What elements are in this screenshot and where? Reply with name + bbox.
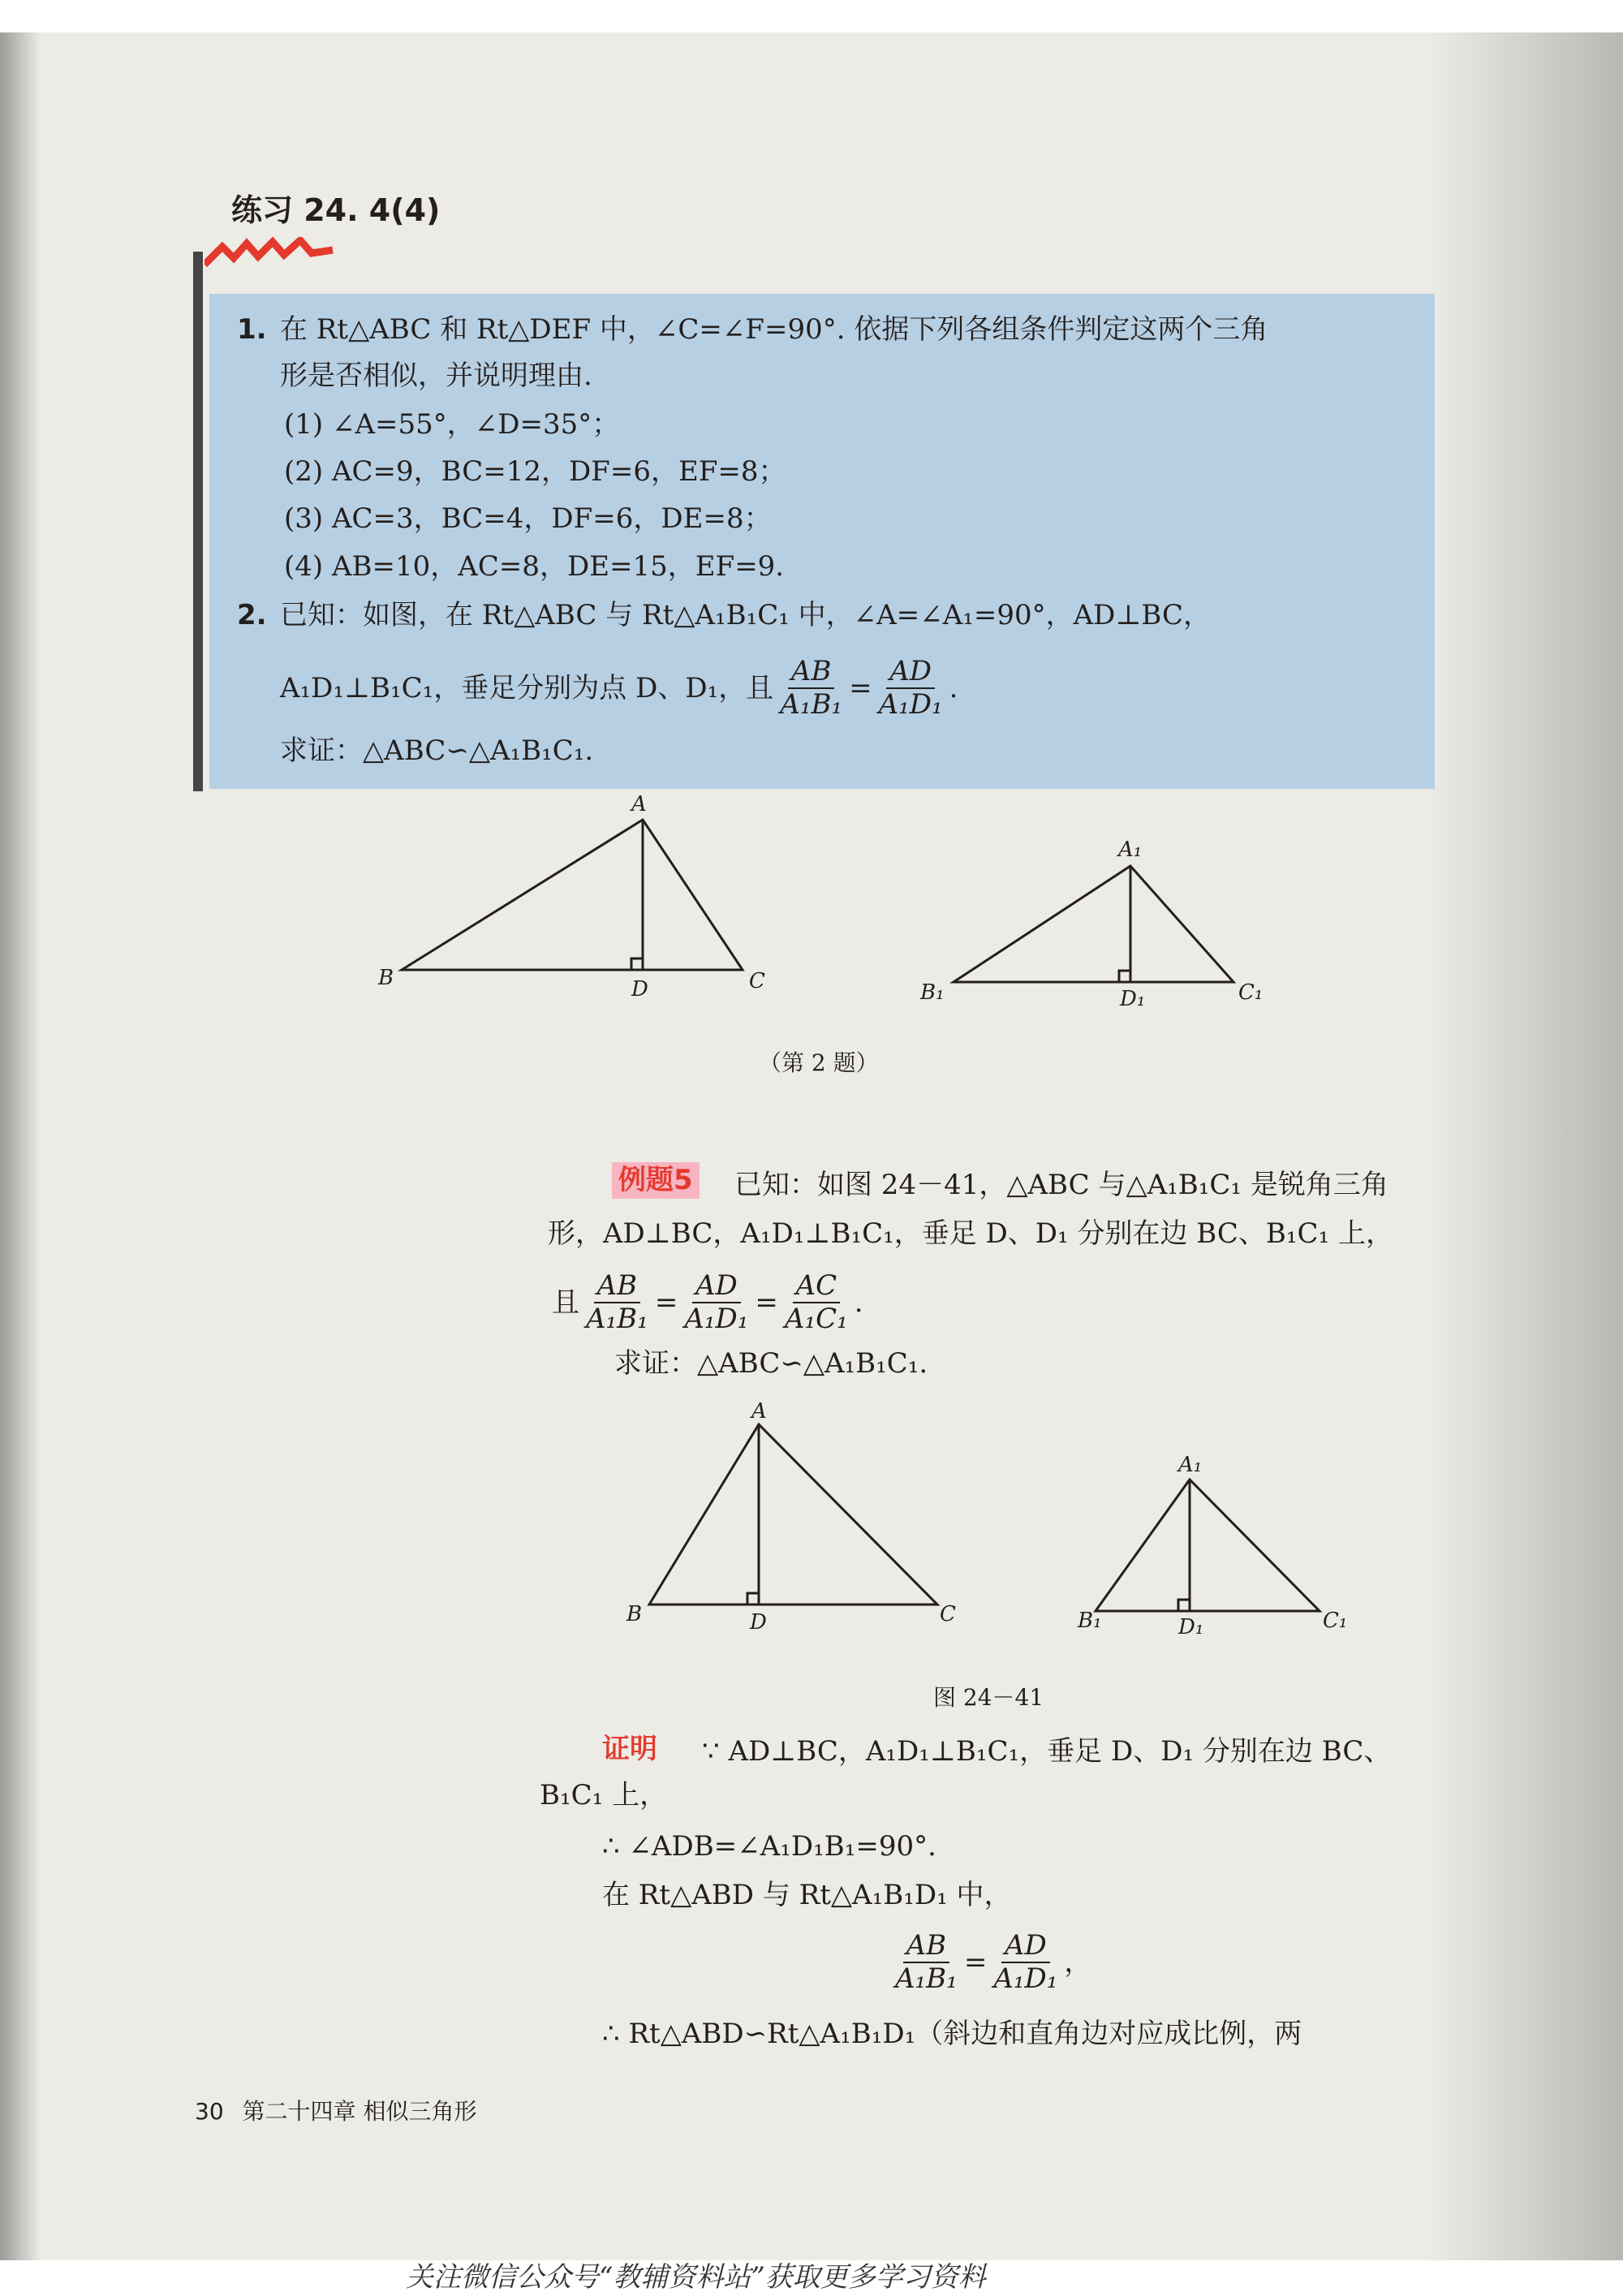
proof-f1-den: A₁B₁ xyxy=(895,1962,958,1996)
exercise-side-bar xyxy=(193,252,203,791)
ex-right-angle-d xyxy=(747,1593,759,1605)
q2-frac1-num: AB xyxy=(788,656,835,689)
q2-number: 2. xyxy=(237,599,267,631)
q2-label-b: B xyxy=(378,966,394,990)
example-line1: 已知：如图 24－41，△ABC 与△A₁B₁C₁ 是锐角三角 xyxy=(734,1169,1388,1201)
exercise-title: 练习 24. 4(4) xyxy=(231,192,441,228)
ex-right-angle-d1 xyxy=(1178,1600,1190,1611)
proof-fraction-line: $\frac{AB}{\text{A₁B₁}}$ = $\frac{AD}{\text{A₁D₁}}$ ， xyxy=(889,1930,1091,1995)
ex-label-a1: A₁ xyxy=(1178,1453,1203,1477)
example-fraction-ad xyxy=(681,1270,751,1335)
ex-label-d1: D₁ xyxy=(1178,1615,1204,1639)
proof-frac-end: ， xyxy=(1064,1945,1092,1979)
ex-triangle-a1b1c1 xyxy=(1096,1480,1319,1611)
q1-stem-line2: 形是否相似，并说明理由. xyxy=(280,360,592,392)
page-footer xyxy=(195,2094,476,2126)
example-f3-den: A₁C₁ xyxy=(784,1303,848,1336)
q2-label-c: C xyxy=(749,969,765,993)
q2-triangle-abc xyxy=(402,820,743,970)
q2-right-angle-d xyxy=(631,958,643,970)
ex-label-b1: B₁ xyxy=(1078,1609,1102,1633)
example-f1-den: A₁B₁ xyxy=(586,1303,648,1336)
example-figure-caption: 图 24－41 xyxy=(933,1684,1044,1711)
chapter-title: 第二十四章 相似三角形 xyxy=(242,2098,477,2125)
proof-tag: 证明 xyxy=(602,1733,657,1765)
ex-label-a: A xyxy=(751,1399,767,1424)
q2-fraction-ad xyxy=(876,656,946,721)
example-tag: 例题5 xyxy=(612,1162,700,1199)
q2-label-b1: B₁ xyxy=(920,980,945,1005)
q2-fraction-ab xyxy=(777,656,846,721)
ex-label-d: D xyxy=(750,1610,767,1635)
q2-figure-caption: （第 2 题） xyxy=(759,1049,879,1076)
q1-item-1: (1) ∠A=55°，∠D=35°； xyxy=(284,408,620,441)
ex-label-c: C xyxy=(940,1602,956,1626)
proof-line1: ∵ AD⊥BC，A₁D₁⊥B₁C₁，垂足 D、D₁ 分别在边 BC、 xyxy=(702,1735,1392,1768)
example-fraction-ab xyxy=(583,1270,652,1335)
q2-prove: 求证：△ABC∽△A₁B₁C₁. xyxy=(280,734,594,767)
proof-line5: ∴ Rt△ABD∽Rt△A₁B₁D₁（斜边和直角边对应成比例，两 xyxy=(602,2018,1302,2050)
proof-f2-den: A₁D₁ xyxy=(993,1962,1058,1996)
proof-fraction-ab xyxy=(892,1930,961,1995)
q2-label-d1: D₁ xyxy=(1120,987,1146,1011)
q1-stem-line1: 在 Rt△ABC 和 Rt△DEF 中，∠C=∠F=90°. 依据下列各组条件判定这两个三角 xyxy=(280,313,1268,346)
ex-triangle-abc xyxy=(649,1424,937,1605)
watermark-text: 关注微信公众号“教辅资料站”获取更多学习资料 xyxy=(406,2261,986,2294)
ex-label-c1: C₁ xyxy=(1323,1609,1348,1633)
q2-label-a: A xyxy=(631,792,647,816)
q2-frac2-num: AD xyxy=(886,656,935,689)
q1-item-3: (3) AC=3，BC=4，DF=6，DE=8； xyxy=(284,502,772,535)
page-number: 30 xyxy=(195,2098,224,2125)
q2-label-a1: A₁ xyxy=(1118,838,1143,862)
ex-label-b: B xyxy=(626,1602,643,1626)
q1-number: 1. xyxy=(237,313,267,346)
proof-f2-num: AD xyxy=(1001,1930,1050,1963)
q2-line1: 已知：如图，在 Rt△ABC 与 Rt△A₁B₁C₁ 中，∠A=∠A₁=90°，AD⊥BC， xyxy=(280,599,1212,631)
example-fraction-ac xyxy=(781,1270,851,1335)
proof-line2: B₁C₁ 上， xyxy=(540,1779,668,1811)
zigzag-ornament-icon xyxy=(204,237,334,269)
q1-item-2: (2) AC=9，BC=12，DF=6，EF=8； xyxy=(284,455,786,488)
example-f2-num: AD xyxy=(692,1270,741,1303)
proof-line4: 在 Rt△ABD 与 Rt△A₁B₁D₁ 中， xyxy=(602,1879,1012,1911)
q2-right-angle-d1 xyxy=(1119,971,1130,982)
q2-line2-text: A₁D₁⊥B₁C₁，垂足分别为点 D、D₁，且 xyxy=(280,671,774,704)
q1-item-4: (4) AB=10，AC=8，DE=15，EF=9. xyxy=(284,550,785,583)
example-line3-prefix: 且 xyxy=(552,1286,579,1319)
q2-label-c1: C₁ xyxy=(1238,980,1264,1005)
q2-label-d: D xyxy=(631,977,648,1002)
example-line3-end: . xyxy=(854,1286,863,1319)
example-line3: 且 $\frac{AB}{\text{A₁B₁}}$ = $\frac{AD}{\text{A₁D₁}}$ = $\frac{AC}{\text{A₁C₁}}$ . xyxy=(552,1269,863,1336)
q2-frac2-den: A₁D₁ xyxy=(878,688,943,722)
example-figure xyxy=(617,1392,1363,1652)
q2-line2-end: . xyxy=(949,671,958,704)
example-f1-num: AB xyxy=(594,1270,641,1303)
proof-fraction-ad xyxy=(990,1930,1061,1995)
q2-triangle-a1b1c1 xyxy=(954,866,1233,982)
example-prove: 求证：△ABC∽△A₁B₁C₁. xyxy=(614,1347,928,1380)
q2-figure xyxy=(357,775,1315,1019)
example-line2: 形，AD⊥BC，A₁D₁⊥B₁C₁，垂足 D、D₁ 分别在边 BC、B₁C₁ 上， xyxy=(548,1217,1393,1250)
q2-line2: A₁D₁⊥B₁C₁，垂足分别为点 D、D₁，且 $\frac{AB}{\text{A₁B₁}}$ = $\frac{AD}{\text{A₁D₁}}$ . xyxy=(280,655,958,722)
example-f3-num: AC xyxy=(793,1270,841,1303)
proof-line3: ∴ ∠ADB=∠A₁D₁B₁=90°. xyxy=(602,1830,936,1863)
proof-f1-num: AB xyxy=(903,1930,950,1963)
q2-frac1-den: A₁B₁ xyxy=(780,688,843,722)
example-f2-den: A₁D₁ xyxy=(684,1303,749,1336)
